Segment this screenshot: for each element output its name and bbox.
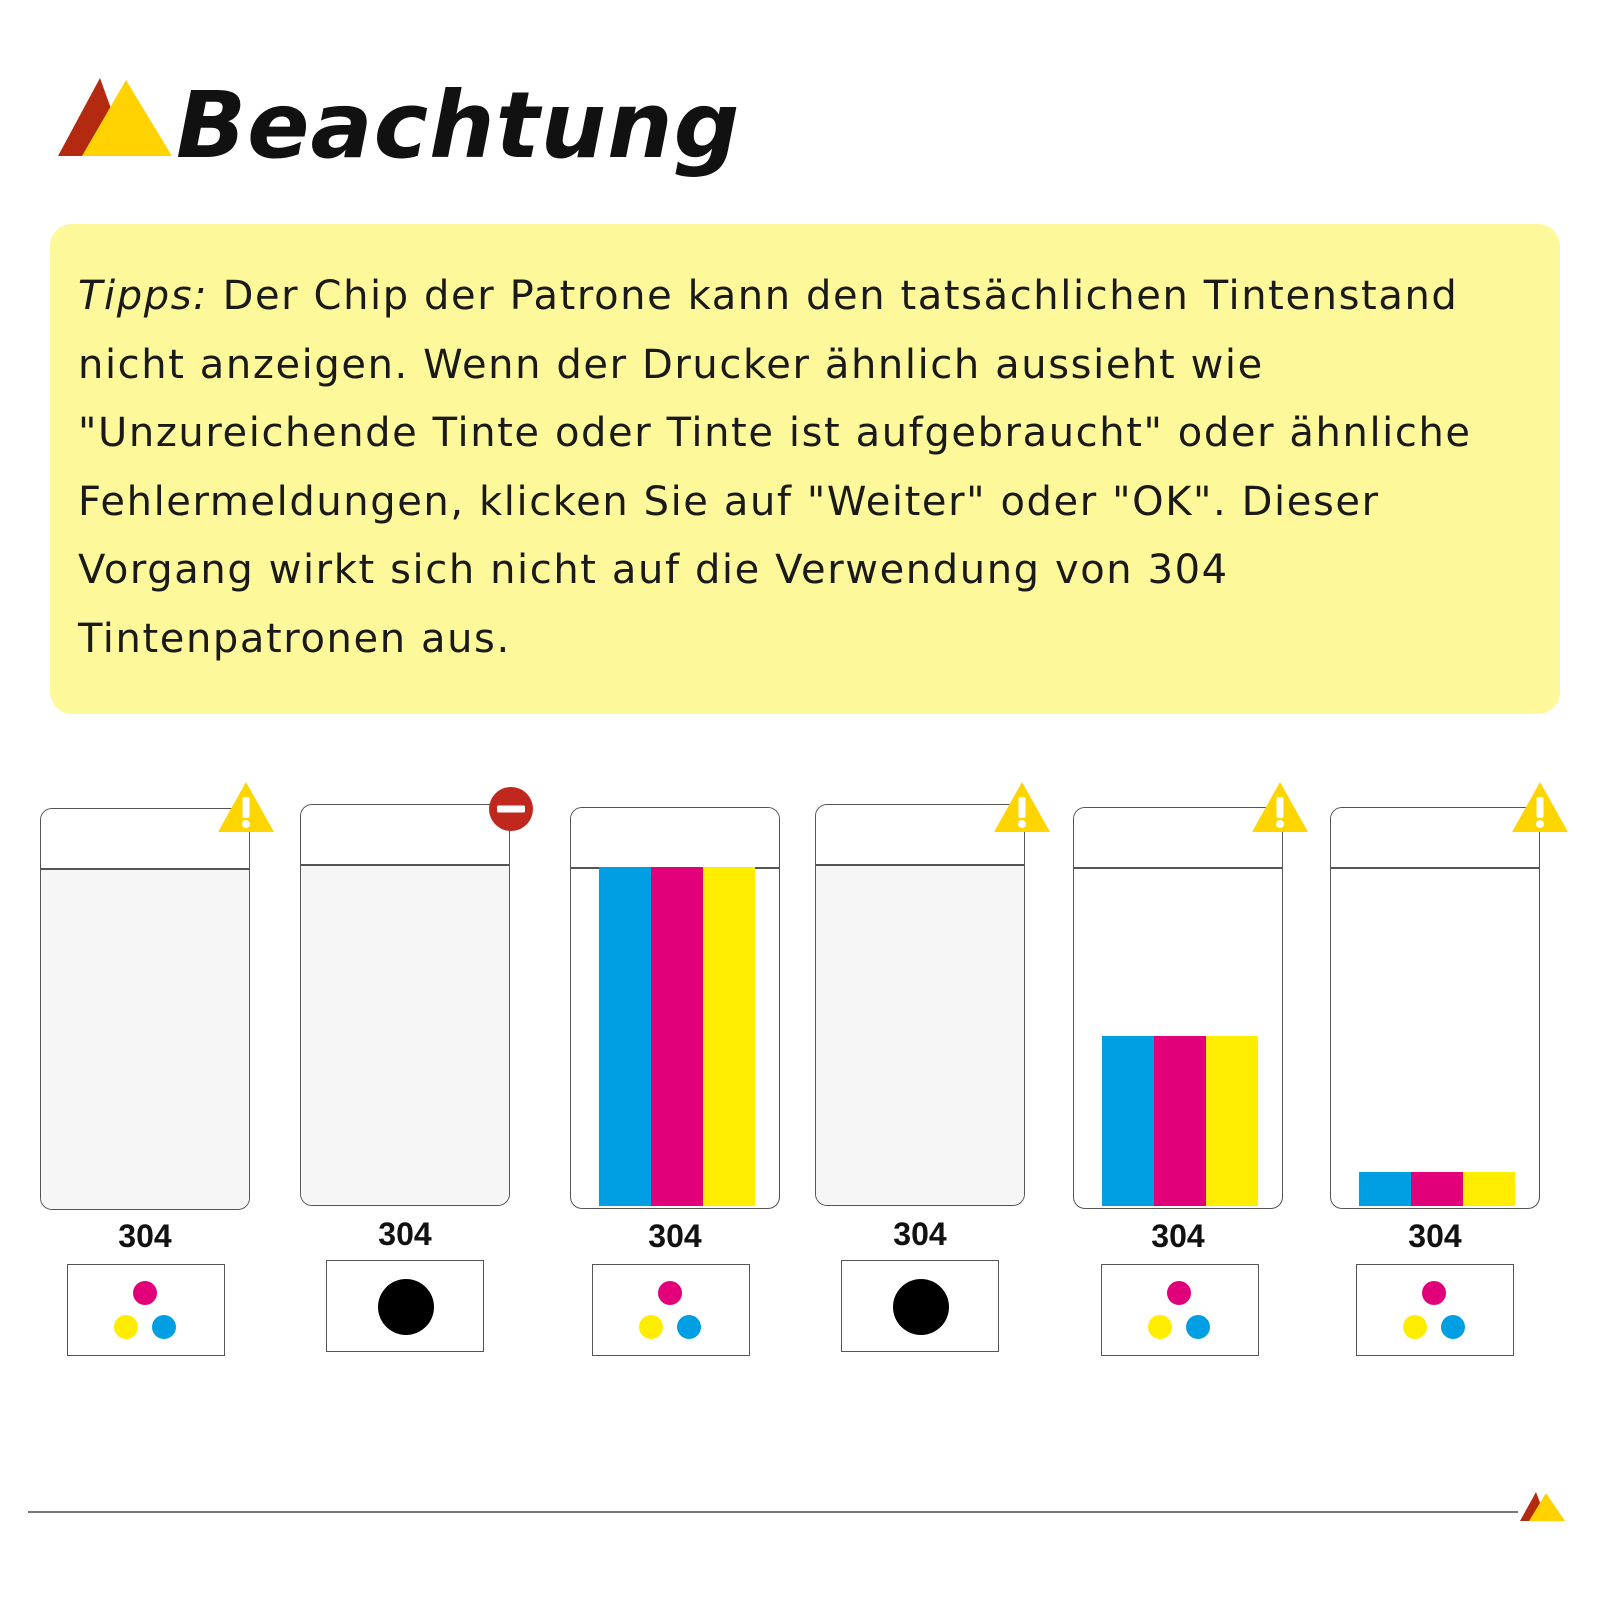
ink-type-icon — [68, 1265, 226, 1357]
tri-color-ink-type-box — [1356, 1264, 1514, 1356]
magenta-ink-dot — [133, 1281, 157, 1305]
cartridge-ink-chamber — [571, 869, 779, 1208]
yellow-ink-level — [703, 867, 755, 1206]
cartridge-ink-chamber — [1331, 869, 1539, 1208]
cartridge-model-label: 304 — [1151, 1218, 1205, 1254]
ink-type-icon — [327, 1261, 485, 1353]
yellow-ink-dot — [114, 1315, 138, 1339]
warning-icon — [216, 780, 276, 834]
cartridge-model-label: 304 — [648, 1218, 702, 1254]
cartridge-model-label: 304 — [378, 1216, 432, 1252]
page-title: Beachtung — [176, 72, 741, 179]
tri-color-ink-type-box — [67, 1264, 225, 1356]
black-ink-type-box — [326, 1260, 484, 1352]
yellow-ink-dot — [1148, 1315, 1172, 1339]
cartridge-ink-chamber — [816, 866, 1024, 1205]
yellow-ink-level — [1206, 1036, 1258, 1206]
warning-icon — [1250, 780, 1310, 834]
yellow-ink-level — [1463, 1172, 1515, 1206]
cyan-ink-dot — [1441, 1315, 1465, 1339]
cartridge-4 — [815, 804, 1025, 1206]
cartridge-lid — [301, 805, 509, 866]
yellow-ink-dot — [1403, 1315, 1427, 1339]
footer-logo-icon — [1520, 1492, 1566, 1522]
magenta-ink-level — [651, 867, 703, 1206]
ink-type-icon — [593, 1265, 751, 1357]
cartridge-lid — [1331, 808, 1539, 869]
tips-text: Der Chip der Patrone kann den tatsächlichen Tintenstand nicht anzeigen. Wenn der Drucker ähnlich aussieht wie "Unzureichende Tinte oder Tinte ist aufgebraucht" oder ähnliche Fehlermeldungen, klicken Sie auf "Weiter" oder "OK". Dieser Vorgang wirkt sich nicht auf die Verwendung von 304 Tintenpatronen aus. — [78, 273, 1472, 662]
magenta-ink-dot — [1422, 1281, 1446, 1305]
ink-type-icon — [1102, 1265, 1260, 1357]
warning-icon — [992, 780, 1052, 834]
tips-label: Tipps: — [78, 273, 209, 319]
cyan-ink-dot — [152, 1315, 176, 1339]
cartridge-3 — [570, 807, 780, 1209]
magenta-ink-dot — [658, 1281, 682, 1305]
cartridge-lid — [571, 808, 779, 869]
cyan-ink-dot — [677, 1315, 701, 1339]
yellow-ink-dot — [639, 1315, 663, 1339]
magenta-ink-dot — [1167, 1281, 1191, 1305]
cyan-ink-level — [1102, 1036, 1154, 1206]
tri-color-ink-type-box — [592, 1264, 750, 1356]
cartridge-6 — [1330, 807, 1540, 1209]
magenta-ink-level — [1154, 1036, 1206, 1206]
cyan-ink-dot — [1186, 1315, 1210, 1339]
ink-type-icon — [1357, 1265, 1515, 1357]
cyan-ink-level — [599, 867, 651, 1206]
black-ink-type-box — [841, 1260, 999, 1352]
warning-mountain-logo-icon — [58, 78, 174, 158]
cartridge-ink-chamber — [41, 870, 249, 1209]
magenta-ink-level — [1411, 1172, 1463, 1206]
footer-divider — [28, 1511, 1518, 1513]
cartridge-model-label: 304 — [118, 1218, 172, 1254]
cyan-ink-level — [1359, 1172, 1411, 1206]
cartridge-ink-chamber — [1074, 869, 1282, 1208]
cartridge-1 — [40, 808, 250, 1210]
warning-icon — [1510, 780, 1570, 834]
cartridge-ink-chamber — [301, 866, 509, 1205]
cartridge-2 — [300, 804, 510, 1206]
black-ink-dot — [378, 1279, 434, 1335]
stop-icon — [488, 786, 534, 832]
tri-color-ink-type-box — [1101, 1264, 1259, 1356]
tips-paragraph — [78, 262, 1548, 673]
tips-box — [50, 224, 1560, 714]
cartridge-model-label: 304 — [893, 1216, 947, 1252]
cartridge-model-label: 304 — [1408, 1218, 1462, 1254]
ink-type-icon — [842, 1261, 1000, 1353]
black-ink-dot — [893, 1279, 949, 1335]
cartridge-5 — [1073, 807, 1283, 1209]
